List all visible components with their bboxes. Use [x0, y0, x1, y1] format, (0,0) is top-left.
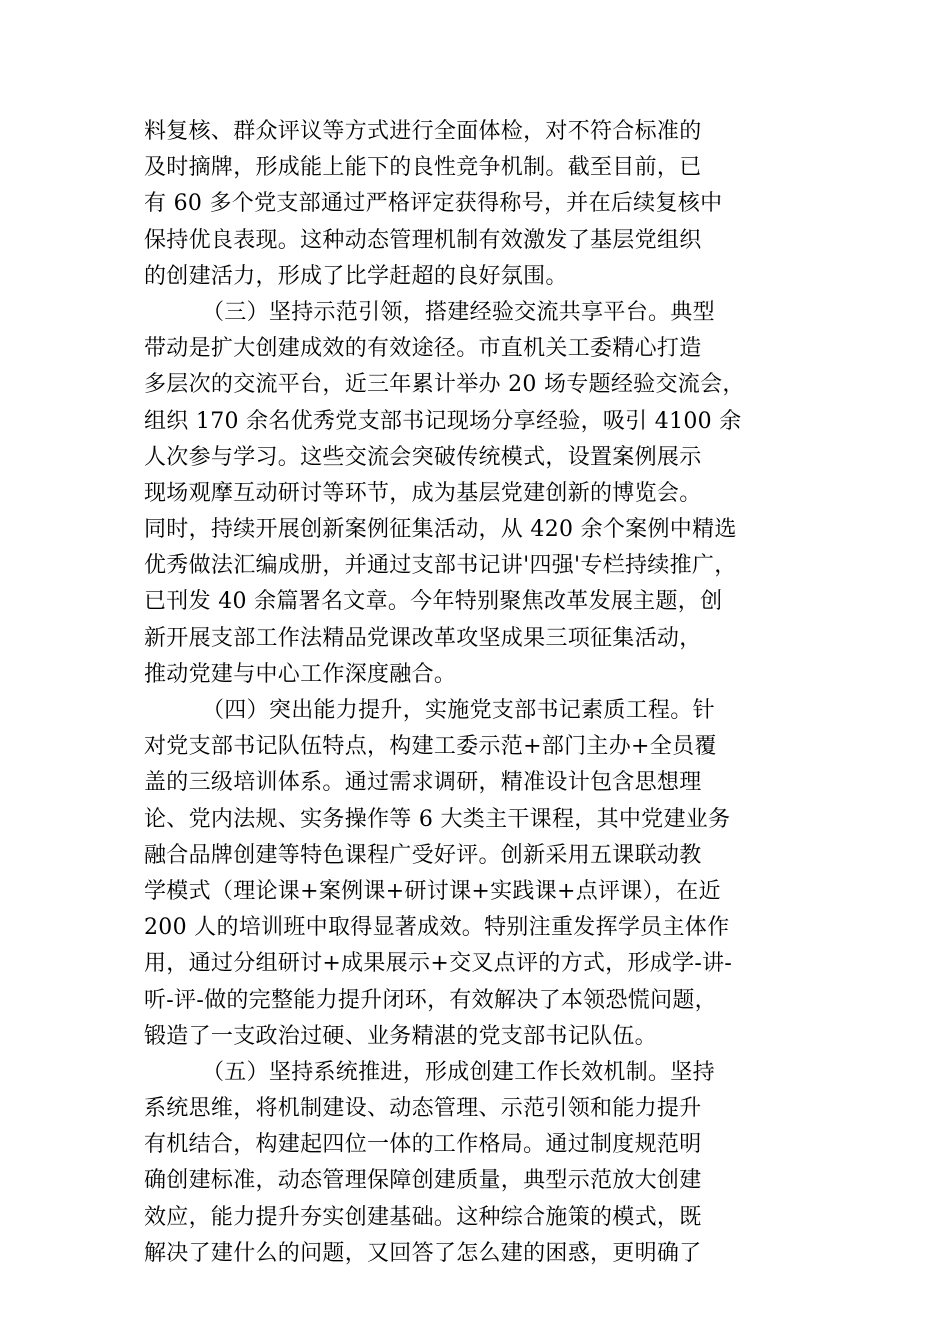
paragraph-heading-line: （五）坚持系统推进，形成创建工作长效机制。坚持 — [202, 1059, 715, 1085]
body-text-line: 人次参与学习。这些交流会突破传统模式，设置案例展示 — [144, 444, 702, 470]
paragraph-heading-line: （三）坚持示范引领，搭建经验交流共享平台。典型 — [202, 299, 715, 325]
body-text-line: 用，通过分组研讨+成果展示+交叉点评的方式，形成学-讲- — [144, 951, 733, 977]
body-text-line: 对党支部书记队伍特点，构建工委示范+部门主办+全员覆 — [144, 734, 717, 760]
body-text-line: 多层次的交流平台，近三年累计举办 20 场专题经验交流会， — [144, 372, 745, 398]
body-text-line: 同时，持续开展创新案例征集活动，从 420 余个案例中精选 — [144, 517, 737, 543]
body-text-line: 带动是扩大创建成效的有效途径。市直机关工委精心打造 — [144, 336, 702, 362]
body-text-line: 推动党建与中心工作深度融合。 — [144, 661, 457, 687]
body-text-line: 及时摘牌，形成能上能下的良性竞争机制。截至目前，已 — [144, 155, 702, 181]
body-text-line: 现场观摩互动研讨等环节，成为基层党建创新的博览会。 — [144, 480, 702, 506]
body-text-line: 有机结合，构建起四位一体的工作格局。通过制度规范明 — [144, 1132, 702, 1158]
body-text-line: 新开展支部工作法精品党课改革攻坚成果三项征集活动， — [144, 625, 702, 651]
document-page — [144, 114, 814, 1272]
paragraph-heading-line: （四）突出能力提升，实施党支部书记素质工程。针 — [202, 698, 715, 723]
body-text-line: 锻造了一支政治过硬、业务精湛的党支部书记队伍。 — [144, 1023, 657, 1049]
body-text-line: 保持优良表现。这种动态管理机制有效激发了基层党组织 — [144, 227, 702, 253]
body-text-line: 听-评-做的完整能力提升闭环，有效解决了本领恐慌问题， — [144, 987, 717, 1013]
body-text-line: 融合品牌创建等特色课程广受好评。创新采用五课联动教 — [144, 842, 702, 868]
body-text-line: 有 60 多个党支部通过严格评定获得称号，并在后续复核中 — [144, 191, 723, 217]
body-text-line: 料复核、群众评议等方式进行全面体检，对不符合标准的 — [144, 119, 702, 144]
body-text-line: 盖的三级培训体系。通过需求调研，精准设计包含思想理 — [144, 770, 702, 796]
body-text-line: 组织 170 余名优秀党支部书记现场分享经验，吸引 4100 余 — [144, 408, 742, 434]
body-text-line: 确创建标准，动态管理保障创建质量，典型示范放大创建 — [144, 1168, 702, 1194]
body-text-line: 200 人的培训班中取得显著成效。特别注重发挥学员主体作 — [144, 915, 730, 941]
body-text-line: 优秀做法汇编成册，并通过支部书记讲'四强'专栏持续推广， — [144, 553, 737, 579]
body-text-line: 的创建活力，形成了比学赶超的良好氛围。 — [144, 263, 568, 289]
body-text-line: 已刊发 40 余篇署名文章。今年特别聚焦改革发展主题，创 — [144, 589, 723, 615]
body-text-line: 学模式（理论课+案例课+研讨课+实践课+点评课），在近 — [144, 878, 721, 904]
body-text-line: 论、党内法规、实务操作等 6 大类主干课程，其中党建业务 — [144, 806, 731, 832]
body-text-line: 解决了建什么的问题，又回答了怎么建的困惑，更明确了 — [144, 1240, 702, 1266]
body-text-line: 系统思维，将机制建设、动态管理、示范引领和能力提升 — [144, 1096, 702, 1122]
body-text-line: 效应，能力提升夯实创建基础。这种综合施策的模式，既 — [144, 1204, 702, 1230]
